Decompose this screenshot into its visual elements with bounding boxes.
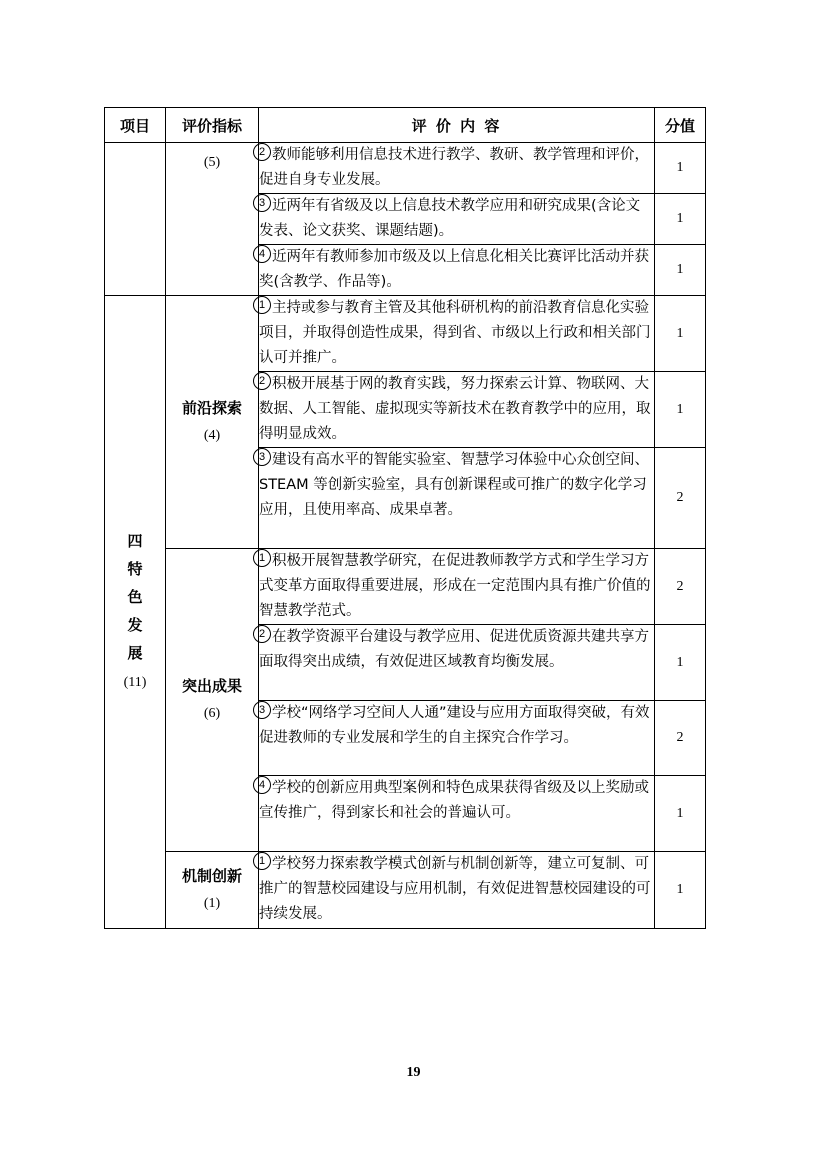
project-feature-development: 四 特 色 发 展 (11)	[105, 296, 166, 929]
circled-number: 3	[253, 701, 271, 719]
score-cell: 1	[655, 194, 706, 245]
content-cell: 2 积极开展基于网的教育实践，努力探索云计算、物联网、大数据、人工智能、虚拟现实等新技术在教育教学中的应用，取得明显成效。	[259, 372, 655, 448]
circled-number: 3	[253, 448, 271, 466]
content-cell: 2 在教学资源平台建设与教学应用、促进优质资源共建共享方面取得突出成绩，有效促进区域教育均衡发展。	[259, 625, 655, 701]
project-cell-continued	[105, 143, 166, 296]
table-row	[105, 143, 706, 194]
content-cell: 3 学校“网络学习空间人人通”建设与应用方面取得突破，有效促进教师的专业发展和学生的自主探究合作学习。	[259, 701, 655, 776]
header-project: 项目	[105, 108, 166, 143]
content-cell: 1 学校努力探索教学模式创新与机制创新等，建立可复制、可推广的智慧校园建设与应用机制，有效促进智慧校园建设的可持续发展。	[259, 852, 655, 929]
header-row	[105, 108, 706, 143]
table-row	[105, 852, 706, 929]
circled-number: 2	[253, 625, 271, 643]
circled-number: 3	[253, 194, 271, 212]
score-cell: 1	[655, 852, 706, 929]
circled-number: 2	[253, 372, 271, 390]
indicator-frontier: 前沿探索 (4)	[166, 296, 259, 549]
header-content: 评 价 内 容	[259, 108, 655, 143]
content-cell: 2 教师能够利用信息技术进行教学、教研、教学管理和评价，促进自身专业发展。	[259, 143, 655, 194]
score-cell: 1	[655, 245, 706, 296]
content-cell: 1 主持或参与教育主管及其他科研机构的前沿教育信息化实验项目，并取得创造性成果，得到省、市级以上行政和相关部门认可并推广。	[259, 296, 655, 372]
score-cell: 2	[655, 701, 706, 776]
score-cell: 1	[655, 625, 706, 701]
content-cell: 4 近两年有教师参加市级及以上信息化相关比赛评比活动并获奖(含教学、作品等)。	[259, 245, 655, 296]
table-row	[105, 549, 706, 625]
circled-number: 1	[253, 296, 271, 314]
page-number: 19	[406, 1065, 421, 1080]
content-cell: 3 建设有高水平的智能实验室、智慧学习体验中心众创空间、STEAM 等创新实验室，具有创新课程或可推广的数字化学习应用，且使用率高、成果卓著。	[259, 448, 655, 549]
indicator-mechanism: 机制创新 (1)	[166, 852, 259, 929]
header-score: 分值	[655, 108, 706, 143]
circled-number: 4	[253, 245, 271, 263]
score-cell: 1	[655, 296, 706, 372]
indicator-continued: (5)	[166, 143, 259, 296]
header-indicator: 评价指标	[166, 108, 259, 143]
circled-number: 1	[253, 549, 271, 567]
circled-number: 4	[253, 776, 271, 794]
score-cell: 2	[655, 448, 706, 549]
content-cell: 4 学校的创新应用典型案例和特色成果获得省级及以上奖励或宣传推广，得到家长和社会的普遍认可。	[259, 776, 655, 852]
circled-number: 2	[253, 143, 271, 161]
score-cell: 1	[655, 372, 706, 448]
score-cell: 1	[655, 776, 706, 852]
circled-number: 1	[253, 852, 271, 870]
indicator-achievements: 突出成果 (6)	[166, 549, 259, 852]
score-cell: 1	[655, 143, 706, 194]
evaluation-table	[104, 107, 706, 929]
score-cell: 2	[655, 549, 706, 625]
table-row	[105, 296, 706, 372]
content-cell: 1 积极开展智慧教学研究，在促进教师教学方式和学生学习方式变革方面取得重要进展，形成在一定范围内具有推广价值的智慧教学范式。	[259, 549, 655, 625]
content-cell: 3 近两年有省级及以上信息技术教学应用和研究成果(含论文发表、论文获奖、课题结题)。	[259, 194, 655, 245]
